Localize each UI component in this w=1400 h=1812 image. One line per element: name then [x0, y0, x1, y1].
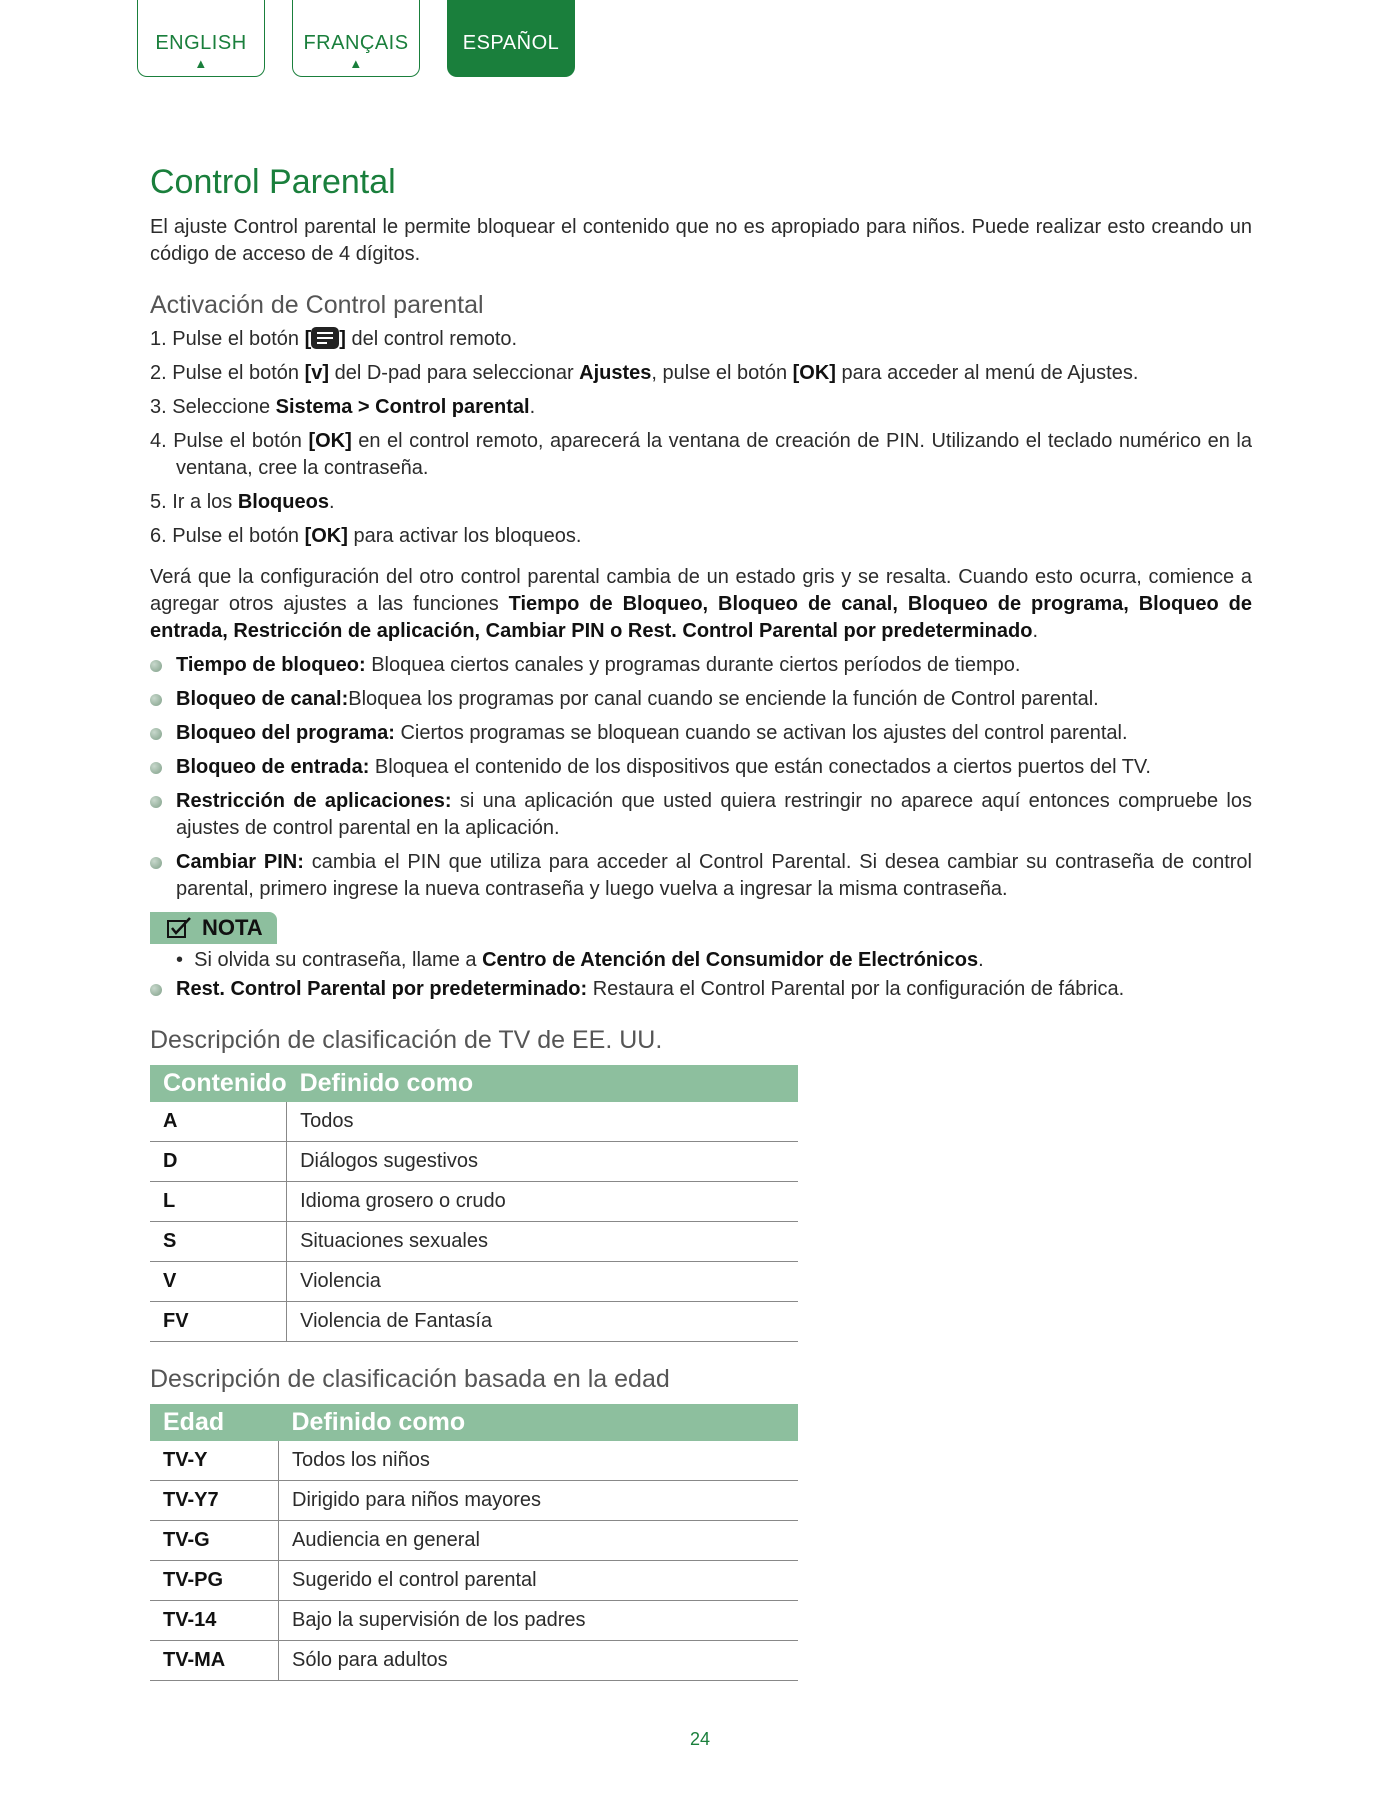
- tab-espanol[interactable]: [447, 0, 575, 77]
- text-span: Pulse el botón: [172, 362, 305, 384]
- up-arrow-icon: ▲: [349, 56, 363, 71]
- list-item: [150, 788, 1252, 842]
- list-item: [150, 652, 1252, 679]
- text-span: del control remoto.: [345, 328, 518, 350]
- text-span: para acceder al menú de Ajustes.: [835, 362, 1139, 384]
- menu-chat-icon: [311, 327, 339, 349]
- table-cell: Sugerido el control parental: [279, 1561, 799, 1601]
- language-tabs: [137, 0, 575, 77]
- text-span: [: [304, 328, 312, 350]
- table-cell: TV-Y: [150, 1441, 279, 1481]
- step-6: [150, 523, 1252, 550]
- text-span: del D-pad para seleccionar: [329, 362, 580, 384]
- table-row: [150, 1262, 798, 1302]
- tab-espanol-label: ESPAÑOL: [462, 32, 560, 54]
- table-cell: Sólo para adultos: [279, 1641, 799, 1681]
- text-span: [OK]: [792, 362, 836, 384]
- text-span: Tiempo de Bloqueo, Bloqueo de canal, Bloqueo de programa, Bloqueo de entrada, Restricción de aplicación, Cambiar PIN o Rest. Control Parental por predeterminado: [150, 593, 1252, 642]
- bullet-dot-icon: [150, 762, 162, 774]
- text-span: Ciertos programas se bloquean cuando se activan los ajustes del control parental.: [394, 722, 1128, 744]
- up-arrow-icon: ▲: [194, 56, 208, 71]
- table-cell: TV-MA: [150, 1641, 279, 1681]
- text-span: .: [1032, 620, 1038, 642]
- table-row: [150, 1641, 798, 1681]
- text-span: ]: [339, 328, 346, 350]
- tv-ratings-heading: Descripción de clasificación de TV de EE. UU.: [150, 1026, 663, 1054]
- config-paragraph: [150, 564, 1252, 645]
- text-span: , pulse el botón: [651, 362, 793, 384]
- table-cell: Todos: [287, 1102, 798, 1142]
- list-item: [150, 720, 1252, 747]
- page-number: 24: [689, 1729, 711, 1749]
- text-span: [OK]: [308, 430, 352, 452]
- bullet-dot-icon: [150, 694, 162, 706]
- table-row: [150, 1102, 798, 1142]
- table-cell: TV-PG: [150, 1561, 279, 1601]
- table-row: [150, 1441, 798, 1481]
- tv-ratings-table: [150, 1065, 798, 1342]
- table-row: [150, 1601, 798, 1641]
- text-span: Tiempo de bloqueo:: [176, 654, 366, 676]
- table-cell: Idioma grosero o crudo: [287, 1182, 798, 1222]
- table-row: [150, 1182, 798, 1222]
- intro-paragraph: El ajuste Control parental le permite bloquear el contenido que no es apropiado para niños. Puede realizar esto creando un código de acceso de 4 dígitos.: [150, 216, 1252, 265]
- text-span: Cambiar PIN:: [176, 851, 304, 873]
- table-cell: Bajo la supervisión de los padres: [279, 1601, 799, 1641]
- step-2: [150, 360, 1252, 387]
- table-row: [150, 1561, 798, 1601]
- list-item: [150, 849, 1252, 903]
- text-span: 4.: [150, 430, 167, 452]
- bullet-dot-icon: [150, 660, 162, 672]
- table-cell: Todos los niños: [279, 1441, 799, 1481]
- table-cell: Situaciones sexuales: [287, 1222, 798, 1262]
- table-row: [150, 1521, 798, 1561]
- table-cell: D: [150, 1142, 287, 1182]
- table-row: [150, 1302, 798, 1342]
- text-span: .: [529, 396, 536, 418]
- column-header: Edad: [150, 1404, 279, 1441]
- table-cell: L: [150, 1182, 287, 1222]
- page-content: [150, 160, 1252, 1681]
- list-item: [150, 976, 1252, 1003]
- age-ratings-heading: Descripción de clasificación basada en la edad: [150, 1365, 670, 1393]
- bullet-dot-icon: [150, 728, 162, 740]
- text-span: para activar los bloqueos.: [347, 525, 582, 547]
- activation-heading: Activación de Control parental: [150, 291, 484, 319]
- text-span: Restaura el Control Parental por la configuración de fábrica.: [587, 978, 1125, 1000]
- bullet-dot-icon: [150, 857, 162, 869]
- table-cell: TV-Y7: [150, 1481, 279, 1521]
- column-header: Definido como: [287, 1065, 798, 1102]
- note-label: NOTA: [202, 915, 263, 940]
- table-header-row: [150, 1404, 798, 1441]
- table-header-row: [150, 1065, 798, 1102]
- text-span: si una aplicación que usted quiera restringir no aparece aquí entonces compruebe los ajustes de control parental en la aplicación.: [176, 790, 1252, 839]
- text-span: Ir a los: [172, 491, 238, 513]
- text-span: Bloquea ciertos canales y programas durante ciertos períodos de tiempo.: [365, 654, 1021, 676]
- column-header: Contenido: [150, 1065, 287, 1102]
- text-span: Seleccione: [172, 396, 276, 418]
- text-span: .: [978, 949, 984, 971]
- bullet-dot-icon: [150, 796, 162, 808]
- note-badge: [150, 912, 277, 944]
- text-span: 2.: [150, 362, 167, 384]
- table-cell: TV-G: [150, 1521, 279, 1561]
- text-span: Pulse el botón: [173, 430, 309, 452]
- table-cell: A: [150, 1102, 287, 1142]
- text-span: Bloqueo de entrada:: [176, 756, 370, 778]
- text-span: Centro de Atención del Consumidor de Electrónicos: [482, 949, 979, 971]
- text-span: Bloqueos: [237, 491, 329, 513]
- tab-francais-label: FRANÇAIS: [303, 32, 409, 54]
- table-row: [150, 1222, 798, 1262]
- tab-francais[interactable]: [292, 0, 420, 77]
- text-span: Restricción de aplicaciones:: [176, 790, 452, 812]
- step-1: [150, 326, 1252, 353]
- text-span: Verá que la configuración del otro control parental cambia de un estado gris y se resalta. Cuando esto ocurra, comience a agregar otros ajustes a las funciones: [150, 566, 1252, 615]
- text-span: cambia el PIN que utiliza para acceder al Control Parental. Si desea cambiar su contraseña de control parental, primero ingrese la nueva contraseña y luego vuelva a ingresar la misma contraseña.: [176, 851, 1253, 900]
- table-row: [150, 1481, 798, 1521]
- table-cell: Audiencia en general: [279, 1521, 799, 1561]
- text-span: Bloqueo de canal:: [176, 688, 349, 710]
- list-item: [150, 754, 1252, 781]
- text-span: Si olvida su contraseña, llame a: [194, 949, 483, 971]
- text-span: .: [328, 491, 335, 513]
- table-cell: Diálogos sugestivos: [287, 1142, 798, 1182]
- text-span: Pulse el botón: [172, 328, 305, 350]
- table-cell: Violencia: [287, 1262, 798, 1302]
- text-span: 5.: [150, 491, 167, 513]
- page-title: Control Parental: [150, 163, 396, 201]
- tab-english[interactable]: [137, 0, 265, 77]
- text-span: Sistema > Control parental: [275, 396, 530, 418]
- table-cell: TV-14: [150, 1601, 279, 1641]
- text-span: Pulse el botón: [172, 525, 305, 547]
- text-span: Bloquea los programas por canal cuando se enciende la función de Control parental.: [348, 688, 1099, 710]
- table-row: [150, 1142, 798, 1182]
- text-span: Bloqueo del programa:: [176, 722, 395, 744]
- table-cell: FV: [150, 1302, 287, 1342]
- list-item: [150, 686, 1252, 713]
- text-span: 1.: [150, 328, 167, 350]
- lock-features-list: [150, 652, 1252, 903]
- step-4: [150, 428, 1252, 482]
- step-5: [150, 489, 1252, 516]
- activation-steps: [150, 326, 1252, 550]
- text-span: [OK]: [304, 525, 348, 547]
- reset-list: [150, 976, 1252, 1003]
- text-span: •: [176, 949, 184, 971]
- text-span: Rest. Control Parental por predeterminado:: [176, 978, 588, 1000]
- note-text: [150, 947, 1252, 974]
- step-3: [150, 394, 1252, 421]
- text-span: 3.: [150, 396, 167, 418]
- table-cell: Dirigido para niños mayores: [279, 1481, 799, 1521]
- text-span: Ajustes: [579, 362, 652, 384]
- text-span: [v]: [304, 362, 330, 384]
- column-header: Definido como: [279, 1404, 799, 1441]
- bullet-dot-icon: [150, 984, 162, 996]
- tab-english-label: ENGLISH: [155, 32, 247, 54]
- text-span: 6.: [150, 525, 167, 547]
- note-check-icon: [166, 916, 192, 940]
- table-cell: S: [150, 1222, 287, 1262]
- text-span: Bloquea el contenido de los dispositivos que están conectados a ciertos puertos del TV.: [369, 756, 1151, 778]
- table-cell: Violencia de Fantasía: [287, 1302, 798, 1342]
- table-cell: V: [150, 1262, 287, 1302]
- text-span: en el control remoto, aparecerá la ventana de creación de PIN. Utilizando el teclado numérico en la ventana, cree la contraseña.: [176, 430, 1252, 479]
- age-ratings-table: [150, 1404, 798, 1681]
